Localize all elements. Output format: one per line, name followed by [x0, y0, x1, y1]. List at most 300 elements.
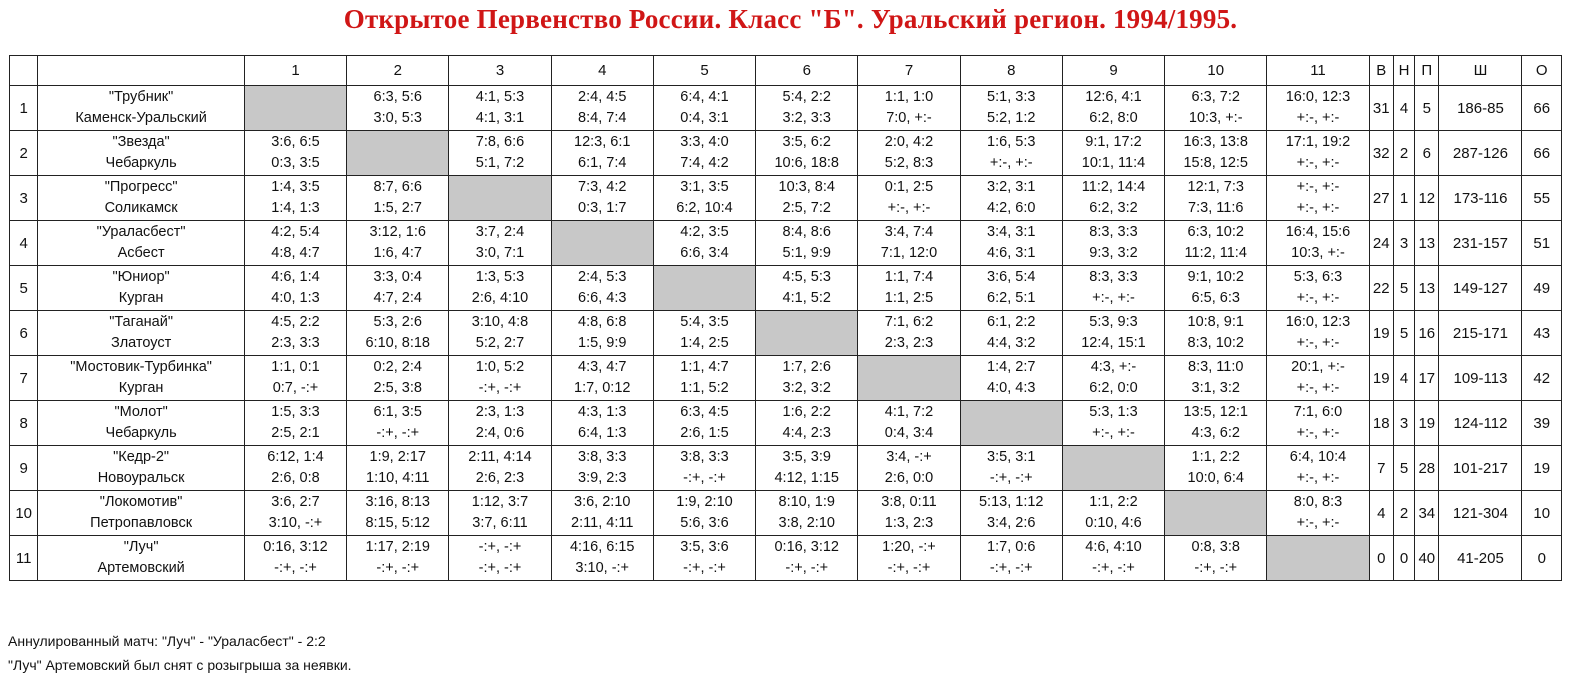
result-cell — [1062, 266, 1164, 311]
away-results: -:+, -:+ — [989, 470, 1033, 486]
away-results: 1:4, 1:3 — [271, 200, 320, 216]
stat-goals: 121-304 — [1439, 491, 1522, 536]
result-cell — [551, 536, 653, 581]
note-annulled-match: Аннулированный матч: "Луч" - "Ураласбест" - 2:2 — [8, 633, 326, 649]
home-results: 3:5, 3:1 — [987, 449, 1036, 465]
result-cell — [1165, 446, 1267, 491]
stat-draws: 4 — [1393, 356, 1414, 401]
result-cell — [1165, 356, 1267, 401]
away-results: +:-, +:- — [1296, 200, 1340, 216]
home-results: 3:3, 4:0 — [680, 134, 729, 150]
away-results: 10:6, 18:8 — [774, 155, 839, 171]
away-results: 2:6, 0:0 — [884, 470, 934, 486]
away-results: 2:5, 7:2 — [782, 200, 831, 216]
result-cell — [1267, 266, 1369, 311]
home-results: 6:4, 10:4 — [1289, 449, 1347, 465]
home-results: 8:3, 3:3 — [1089, 224, 1138, 240]
stat-draws: 3 — [1393, 221, 1414, 266]
result-cell — [1267, 311, 1369, 356]
away-results: 6:1, 7:4 — [578, 155, 627, 171]
team-city: Асбест — [117, 245, 165, 261]
result-cell — [347, 221, 449, 266]
stat-losses: 40 — [1415, 536, 1439, 581]
home-results: 7:1, 6:2 — [884, 314, 934, 330]
home-results: 3:16, 8:13 — [365, 494, 430, 510]
result-cell — [244, 311, 346, 356]
away-results: 7:3, 11:6 — [1188, 200, 1244, 216]
column-header-7: 7 — [858, 56, 960, 86]
result-cell — [960, 86, 1062, 131]
home-results: 1:1, 7:4 — [884, 269, 934, 285]
home-results: 17:1, 19:2 — [1285, 134, 1351, 150]
result-cell — [347, 311, 449, 356]
away-results: 0:3, 3:5 — [271, 155, 320, 171]
away-results: -:+, -:+ — [478, 560, 522, 576]
result-cell — [1267, 86, 1369, 131]
away-results: 2:6, 1:5 — [680, 425, 729, 441]
home-results: 5:13, 1:12 — [978, 494, 1044, 510]
page-title: Открытое Первенство России. Класс "Б". Уральский регион. 1994/1995. — [343, 4, 1238, 34]
table-row — [10, 401, 1562, 446]
result-cell — [858, 536, 960, 581]
home-results: 3:6, 2:10 — [574, 494, 631, 510]
result-cell — [653, 311, 755, 356]
stat-draws: 0 — [1393, 536, 1414, 581]
away-results: 4:0, 4:3 — [987, 380, 1036, 396]
away-results: 2:6, 0:8 — [271, 470, 320, 486]
home-results: 5:3, 6:3 — [1293, 269, 1343, 285]
stat-draws: 5 — [1393, 266, 1414, 311]
result-cell — [1267, 401, 1369, 446]
diagonal-cell — [653, 266, 755, 311]
stat-points: 43 — [1522, 311, 1562, 356]
home-results: 2:3, 1:3 — [475, 404, 525, 420]
home-results: 4:3, 4:7 — [578, 359, 627, 375]
result-cell — [1165, 536, 1267, 581]
home-results: 1:7, 2:6 — [782, 359, 831, 375]
home-results: 4:1, 5:3 — [475, 89, 525, 105]
away-results: 7:4, 4:2 — [680, 155, 729, 171]
result-cell — [858, 311, 960, 356]
away-results: +:-, +:- — [1092, 425, 1135, 441]
home-results: -:+, -:+ — [478, 539, 522, 555]
away-results: 6:5, 6:3 — [1191, 290, 1240, 306]
home-results: 4:16, 6:15 — [569, 539, 635, 555]
away-results: 5:2, 1:2 — [987, 110, 1036, 126]
away-results: 2:3, 3:3 — [271, 335, 320, 351]
home-results: 12:3, 6:1 — [574, 134, 631, 150]
home-results: 3:3, 0:4 — [373, 269, 422, 285]
team-name: "Юниор" — [112, 269, 170, 285]
away-results: 4:0, 1:3 — [271, 290, 320, 306]
result-cell — [960, 356, 1062, 401]
away-results: 10:0, 6:4 — [1187, 470, 1244, 486]
diagonal-cell — [449, 176, 551, 221]
away-results: 2:4, 0:6 — [475, 425, 525, 441]
stat-points: 49 — [1522, 266, 1562, 311]
row-number: 6 — [10, 311, 38, 356]
away-results: 3:0, 7:1 — [475, 245, 525, 261]
away-results: -:+, -:+ — [376, 560, 420, 576]
away-results: +:-, +:- — [1296, 425, 1340, 441]
home-results: 1:9, 2:10 — [676, 494, 733, 510]
stat-draws: 2 — [1393, 491, 1414, 536]
table-row — [10, 311, 1562, 356]
result-cell — [449, 356, 551, 401]
away-results: 5:2, 8:3 — [884, 155, 934, 171]
stat-goals: 287-126 — [1439, 131, 1522, 176]
team-name: "Кедр-2" — [113, 449, 170, 465]
away-results: 7:0, +:- — [886, 110, 932, 126]
result-cell — [347, 176, 449, 221]
home-results: 12:6, 4:1 — [1085, 89, 1142, 105]
stat-points: 42 — [1522, 356, 1562, 401]
result-cell — [756, 221, 858, 266]
away-results: 4:4, 3:2 — [987, 335, 1036, 351]
result-cell — [449, 446, 551, 491]
stat-losses: 17 — [1415, 356, 1439, 401]
away-results: 4:2, 6:0 — [987, 200, 1036, 216]
result-cell — [449, 311, 551, 356]
team-name-cell — [38, 536, 245, 581]
away-results: +:-, +:- — [1296, 380, 1340, 396]
away-results: -:+, -:+ — [376, 425, 420, 441]
away-results: +:-, +:- — [1296, 470, 1340, 486]
home-results: 3:4, 7:4 — [884, 224, 934, 240]
result-cell — [960, 311, 1062, 356]
result-cell — [960, 131, 1062, 176]
result-cell — [960, 176, 1062, 221]
home-results: 12:1, 7:3 — [1187, 179, 1244, 195]
away-results: -:+, -:+ — [683, 560, 726, 576]
home-results: 3:6, 2:7 — [271, 494, 320, 510]
away-results: 4:7, 2:4 — [373, 290, 422, 306]
result-cell — [551, 491, 653, 536]
away-results: 4:3, 6:2 — [1191, 425, 1240, 441]
away-results: 6:2, 8:0 — [1089, 110, 1138, 126]
home-results: 3:12, 1:6 — [369, 224, 426, 240]
stat-header-draws: Н — [1393, 56, 1414, 86]
result-cell — [756, 86, 858, 131]
away-results: 6:2, 3:2 — [1089, 200, 1138, 216]
away-results: -:+, -:+ — [274, 560, 317, 576]
away-results: 11:2, 11:4 — [1184, 245, 1247, 261]
result-cell — [960, 491, 1062, 536]
row-number: 2 — [10, 131, 38, 176]
result-cell — [1062, 176, 1164, 221]
team-city: Чебаркуль — [105, 425, 177, 441]
home-results: 2:11, 4:14 — [468, 449, 532, 465]
team-name: "Таганай" — [109, 314, 173, 330]
result-cell — [1267, 221, 1369, 266]
result-cell — [551, 86, 653, 131]
home-results: 4:2, 5:4 — [271, 224, 320, 240]
team-name-cell — [38, 131, 245, 176]
table-row — [10, 131, 1562, 176]
home-results: 5:4, 3:5 — [680, 314, 729, 330]
away-results: 5:6, 3:6 — [680, 515, 729, 531]
away-results: 3:7, 6:11 — [472, 515, 528, 531]
row-number: 3 — [10, 176, 38, 221]
away-results: 9:3, 3:2 — [1089, 245, 1138, 261]
result-cell — [1267, 356, 1369, 401]
result-cell — [244, 176, 346, 221]
home-results: 5:3, 2:6 — [373, 314, 422, 330]
home-results: 0:8, 3:8 — [1191, 539, 1240, 555]
stat-losses: 28 — [1415, 446, 1439, 491]
diagonal-cell — [551, 221, 653, 266]
diagonal-cell — [756, 311, 858, 356]
row-number: 8 — [10, 401, 38, 446]
home-results: 4:5, 2:2 — [271, 314, 320, 330]
home-results: 3:8, 3:3 — [578, 449, 627, 465]
home-results: 4:6, 4:10 — [1085, 539, 1142, 555]
home-results: 4:3, 1:3 — [578, 404, 627, 420]
stat-draws: 5 — [1393, 446, 1414, 491]
team-city: Соликамск — [104, 200, 178, 216]
result-cell — [1062, 491, 1164, 536]
away-results: 3:9, 2:3 — [578, 470, 627, 486]
away-results: -:+, -:+ — [887, 560, 931, 576]
team-name: "Ураласбест" — [96, 224, 186, 240]
row-number: 5 — [10, 266, 38, 311]
result-cell — [756, 266, 858, 311]
team-city: Каменск-Уральский — [75, 110, 207, 126]
result-cell — [1165, 131, 1267, 176]
result-cell — [960, 536, 1062, 581]
column-header-1: 1 — [244, 56, 346, 86]
result-cell — [449, 401, 551, 446]
away-results: 0:4, 3:4 — [884, 425, 934, 441]
stat-points: 10 — [1522, 491, 1562, 536]
stat-goals: 173-116 — [1439, 176, 1522, 221]
result-cell — [756, 401, 858, 446]
result-cell — [1062, 356, 1164, 401]
stat-draws: 2 — [1393, 131, 1414, 176]
away-results: 1:4, 2:5 — [680, 335, 729, 351]
result-cell — [1165, 401, 1267, 446]
stat-losses: 6 — [1415, 131, 1439, 176]
team-name-cell — [38, 266, 245, 311]
column-header-2: 2 — [347, 56, 449, 86]
away-results: 2:3, 2:3 — [884, 335, 934, 351]
away-results: 3:1, 3:2 — [1191, 380, 1240, 396]
home-results: 3:8, 0:11 — [881, 494, 937, 510]
result-cell — [756, 446, 858, 491]
result-cell — [551, 356, 653, 401]
stat-points: 66 — [1522, 86, 1562, 131]
stat-losses: 12 — [1415, 176, 1439, 221]
stat-points: 55 — [1522, 176, 1562, 221]
team-city: Курган — [118, 380, 164, 396]
home-results: 2:4, 5:3 — [578, 269, 627, 285]
team-name: "Мостовик-Турбинка" — [70, 359, 212, 375]
away-results: 12:4, 15:1 — [1081, 335, 1146, 351]
away-results: 8:4, 7:4 — [578, 110, 627, 126]
result-cell — [1165, 176, 1267, 221]
result-cell — [653, 86, 755, 131]
home-results: 8:4, 8:6 — [782, 224, 831, 240]
away-results: 6:2, 0:0 — [1089, 380, 1138, 396]
result-cell — [449, 491, 551, 536]
team-name-cell — [38, 446, 245, 491]
home-results: 3:4, 3:1 — [987, 224, 1036, 240]
home-results: 3:2, 3:1 — [987, 179, 1036, 195]
home-results: 6:3, 5:6 — [373, 89, 422, 105]
column-header-5: 5 — [653, 56, 755, 86]
home-results: 6:3, 4:5 — [680, 404, 729, 420]
away-results: -:+, -:+ — [683, 470, 726, 486]
stat-wins: 27 — [1369, 176, 1393, 221]
result-cell — [244, 401, 346, 446]
stat-wins: 22 — [1369, 266, 1393, 311]
stat-points: 0 — [1522, 536, 1562, 581]
home-results: 4:6, 1:4 — [271, 269, 320, 285]
home-results: 5:3, 1:3 — [1089, 404, 1138, 420]
diagonal-cell — [1267, 536, 1369, 581]
stat-points: 39 — [1522, 401, 1562, 446]
team-name-cell — [38, 401, 245, 446]
result-cell — [653, 536, 755, 581]
stat-draws: 3 — [1393, 401, 1414, 446]
table-row — [10, 221, 1562, 266]
home-results: 5:3, 9:3 — [1089, 314, 1138, 330]
stat-goals: 41-205 — [1439, 536, 1522, 581]
away-results: 3:4, 2:6 — [987, 515, 1036, 531]
stat-header-losses: П — [1415, 56, 1439, 86]
home-results: 0:1, 2:5 — [884, 179, 934, 195]
result-cell — [1267, 446, 1369, 491]
away-results: 1:3, 2:3 — [884, 515, 934, 531]
away-results: 6:6, 4:3 — [578, 290, 627, 306]
home-results: 4:1, 7:2 — [884, 404, 934, 420]
home-results: 9:1, 10:2 — [1187, 269, 1244, 285]
team-name: "Трубник" — [108, 89, 174, 105]
team-name-cell — [38, 491, 245, 536]
home-results: 1:6, 5:3 — [987, 134, 1036, 150]
home-results: 13:5, 12:1 — [1183, 404, 1248, 420]
away-results: 7:1, 12:0 — [880, 245, 938, 261]
team-name: "Прогресс" — [104, 179, 178, 195]
home-results: 10:3, 8:4 — [778, 179, 835, 195]
team-name-cell — [38, 221, 245, 266]
home-results: 3:7, 2:4 — [475, 224, 525, 240]
home-results: 5:4, 2:2 — [782, 89, 831, 105]
result-cell — [653, 131, 755, 176]
away-results: 3:10, -:+ — [575, 560, 630, 576]
stat-losses: 13 — [1415, 221, 1439, 266]
home-results: 10:8, 9:1 — [1187, 314, 1244, 330]
home-results: 16:0, 12:3 — [1285, 89, 1351, 105]
home-results: 1:6, 2:2 — [782, 404, 831, 420]
stat-losses: 34 — [1415, 491, 1439, 536]
stat-points: 51 — [1522, 221, 1562, 266]
result-cell — [449, 86, 551, 131]
result-cell — [551, 176, 653, 221]
away-results: 6:10, 8:18 — [365, 335, 430, 351]
home-results: 16:0, 12:3 — [1285, 314, 1351, 330]
result-cell — [1267, 131, 1369, 176]
result-cell — [1062, 86, 1164, 131]
result-cell — [1062, 221, 1164, 266]
stat-wins: 4 — [1369, 491, 1393, 536]
stat-wins: 32 — [1369, 131, 1393, 176]
home-results: 2:4, 4:5 — [578, 89, 627, 105]
result-cell — [551, 311, 653, 356]
stat-draws: 1 — [1393, 176, 1414, 221]
result-cell — [858, 401, 960, 446]
stat-wins: 0 — [1369, 536, 1393, 581]
diagonal-cell — [1165, 491, 1267, 536]
table-row — [10, 356, 1562, 401]
away-results: 4:4, 2:3 — [782, 425, 831, 441]
away-results: -:+, -:+ — [989, 560, 1033, 576]
home-results: 3:5, 6:2 — [782, 134, 831, 150]
stat-header-wins: В — [1369, 56, 1393, 86]
away-results: -:+, -:+ — [478, 380, 522, 396]
footnotes — [8, 629, 352, 677]
result-cell — [858, 266, 960, 311]
team-name-cell — [38, 311, 245, 356]
result-cell — [449, 131, 551, 176]
away-results: 2:6, 2:3 — [475, 470, 525, 486]
home-results: 16:4, 15:6 — [1285, 224, 1351, 240]
row-number: 7 — [10, 356, 38, 401]
away-results: +:-, +:- — [887, 200, 931, 216]
stat-losses: 16 — [1415, 311, 1439, 356]
result-cell — [858, 176, 960, 221]
home-results: 6:1, 2:2 — [987, 314, 1036, 330]
column-header-3: 3 — [449, 56, 551, 86]
result-cell — [653, 176, 755, 221]
away-results: -:+, -:+ — [1194, 560, 1238, 576]
stat-losses: 19 — [1415, 401, 1439, 446]
result-cell — [1062, 311, 1164, 356]
row-number: 9 — [10, 446, 38, 491]
home-results: 3:8, 3:3 — [680, 449, 729, 465]
home-results: 6:3, 7:2 — [1191, 89, 1240, 105]
stat-wins: 19 — [1369, 311, 1393, 356]
result-cell — [1165, 266, 1267, 311]
table-row — [10, 176, 1562, 221]
home-results: 8:10, 1:9 — [778, 494, 835, 510]
result-cell — [756, 491, 858, 536]
home-results: 8:3, 3:3 — [1089, 269, 1138, 285]
team-header-cell — [38, 56, 245, 86]
result-cell — [449, 266, 551, 311]
team-name: "Луч" — [123, 539, 159, 555]
stat-header-points: О — [1522, 56, 1562, 86]
away-results: 1:5, 9:9 — [578, 335, 627, 351]
result-cell — [858, 86, 960, 131]
team-name: "Локомотив" — [99, 494, 183, 510]
stat-draws: 5 — [1393, 311, 1414, 356]
result-cell — [653, 356, 755, 401]
corner-cell — [10, 56, 38, 86]
away-results: 0:4, 3:1 — [680, 110, 729, 126]
stat-goals: 101-217 — [1439, 446, 1522, 491]
home-results: 1:3, 5:3 — [475, 269, 525, 285]
stat-wins: 31 — [1369, 86, 1393, 131]
away-results: 2:5, 2:1 — [271, 425, 320, 441]
home-results: 7:3, 4:2 — [578, 179, 627, 195]
diagonal-cell — [347, 131, 449, 176]
team-name-cell — [38, 176, 245, 221]
team-name-cell — [38, 86, 245, 131]
result-cell — [653, 221, 755, 266]
home-results: 1:1, 2:2 — [1089, 494, 1138, 510]
away-results: 1:7, 0:12 — [574, 380, 631, 396]
